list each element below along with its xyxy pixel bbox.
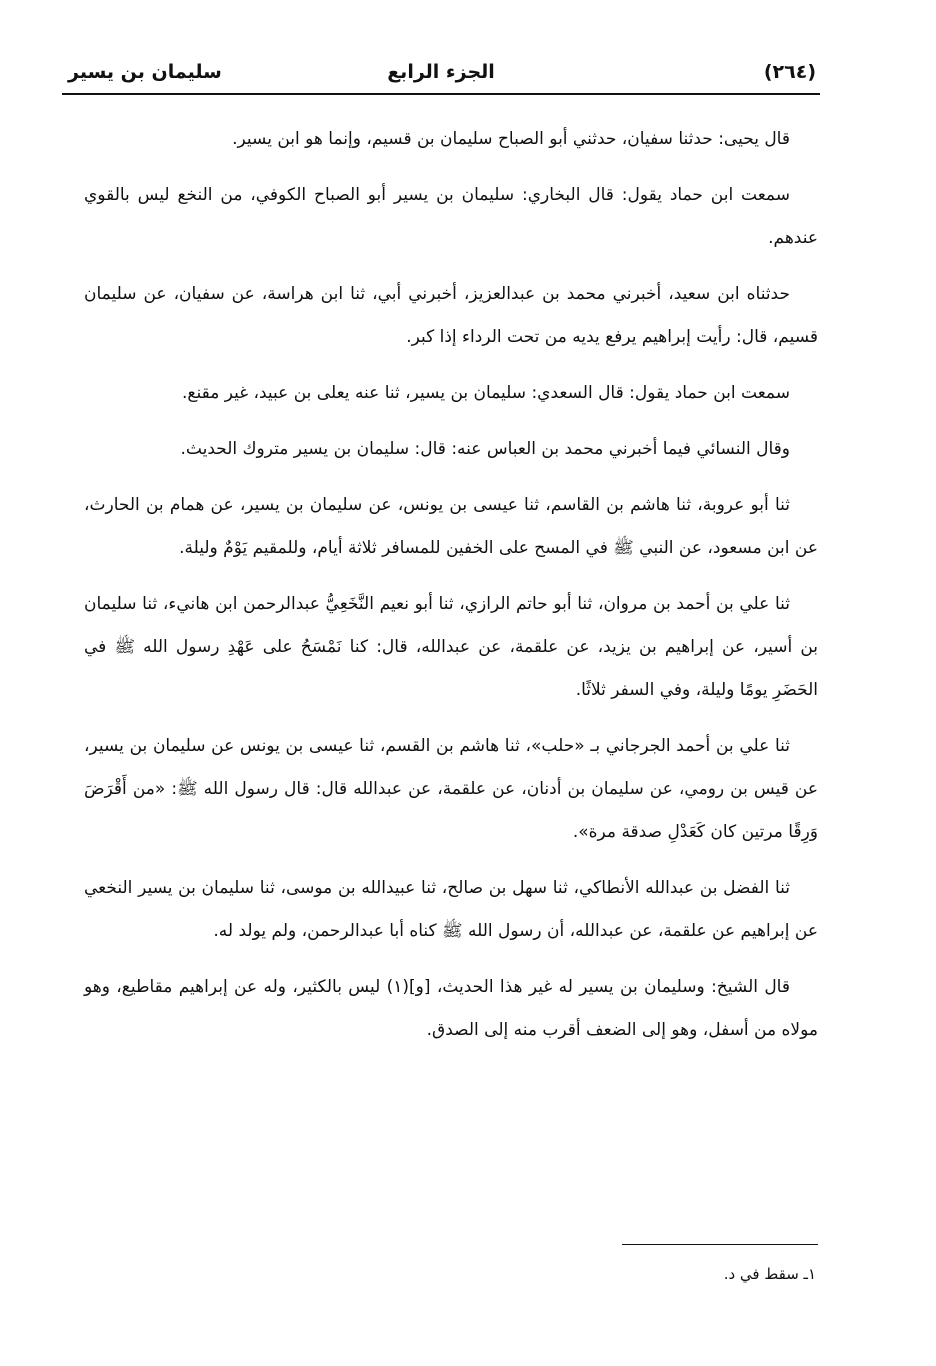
- paragraph: ثنا علي بن أحمد الجرجاني بـ «حلب»، ثنا هاشم بن القسم، ثنا عيسى بن يونس عن سليمان بن يسير، عن قيس بن رومي، عن سليمان بن أدنان، عن علقمة، عن عبدالله قال: قال رسول الله ﷺ: «من أَقْرَضَ وَرِقًا مرتين كان كَعَدْلِ صدقة مرة».: [84, 736, 818, 842]
- entry-running-title: سليمان بن يسير: [68, 61, 222, 83]
- page-header: [62, 55, 820, 91]
- paragraph: قال يحيى: حدثنا سفيان، حدثني أبو الصباح سليمان بن قسيم، وإنما هو ابن يسير.: [232, 129, 790, 149]
- paragraph: ثنا علي بن أحمد بن مروان، ثنا أبو حاتم الرازي، ثنا أبو نعيم النَّخَعِيُّ عبدالرحمن ابن هانيء، ثنا سليمان بن أسير، عن إبراهيم بن يزيد، عن علقمة، عن عبدالله، قال: كنا نَمْسَحُ على عَهْدِ رسول الله ﷺ في الحَضَرِ يومًا وليلة، وفي السفر ثلاثًا.: [84, 594, 818, 700]
- paragraph: حدثناه ابن سعيد، أخبرني محمد بن عبدالعزيز، أخبرني أبي، ثنا ابن هراسة، عن سفيان، عن سليمان قسيم، قال: رأيت إبراهيم يرفع يديه من تحت الرداء إذا كبر.: [84, 284, 818, 347]
- paragraph: قال الشيخ: وسليمان بن يسير له غير هذا الحديث، [و](١) ليس بالكثير، وله عن إبراهيم مقاطيع، وهو مولاه من أسفل، وهو إلى الضعف أقرب منه إلى الصدق.: [84, 977, 818, 1040]
- main-text: [84, 118, 818, 1065]
- page-number: (٢٦٤): [763, 61, 816, 83]
- footnote: ١ـ سقط في د.: [723, 1265, 816, 1283]
- volume-title: الجزء الرابع: [387, 61, 495, 83]
- paragraph: ثنا أبو عروبة، ثنا هاشم بن القاسم، ثنا عيسى بن يونس، عن سليمان بن يسير، عن همام بن الحارث، عن ابن مسعود، عن النبي ﷺ في المسح على الخفين للمسافر ثلاثة أيام، وللمقيم يَوْمٌ وليلة.: [84, 495, 818, 558]
- paragraph: سمعت ابن حماد يقول: قال البخاري: سليمان بن يسير أبو الصباح الكوفي، من النخع ليس بالقوي عندهم.: [84, 185, 818, 248]
- paragraph: ثنا الفضل بن عبدالله الأنطاكي، ثنا سهل بن صالح، ثنا عبيدالله بن موسى، ثنا سليمان بن يسير النخعي عن إبراهيم عن علقمة، عن عبدالله، أن رسول الله ﷺ كناه أبا عبدالرحمن، ولم يولد له.: [84, 878, 818, 941]
- header-rule: [62, 93, 820, 95]
- footnote-rule: [622, 1244, 818, 1245]
- paragraph: سمعت ابن حماد يقول: قال السعدي: سليمان بن يسير، ثنا عنه يعلى بن عبيد، غير مقنع.: [182, 383, 790, 403]
- paragraph: وقال النسائي فيما أخبرني محمد بن العباس عنه: قال: سليمان بن يسير متروك الحديث.: [180, 439, 790, 459]
